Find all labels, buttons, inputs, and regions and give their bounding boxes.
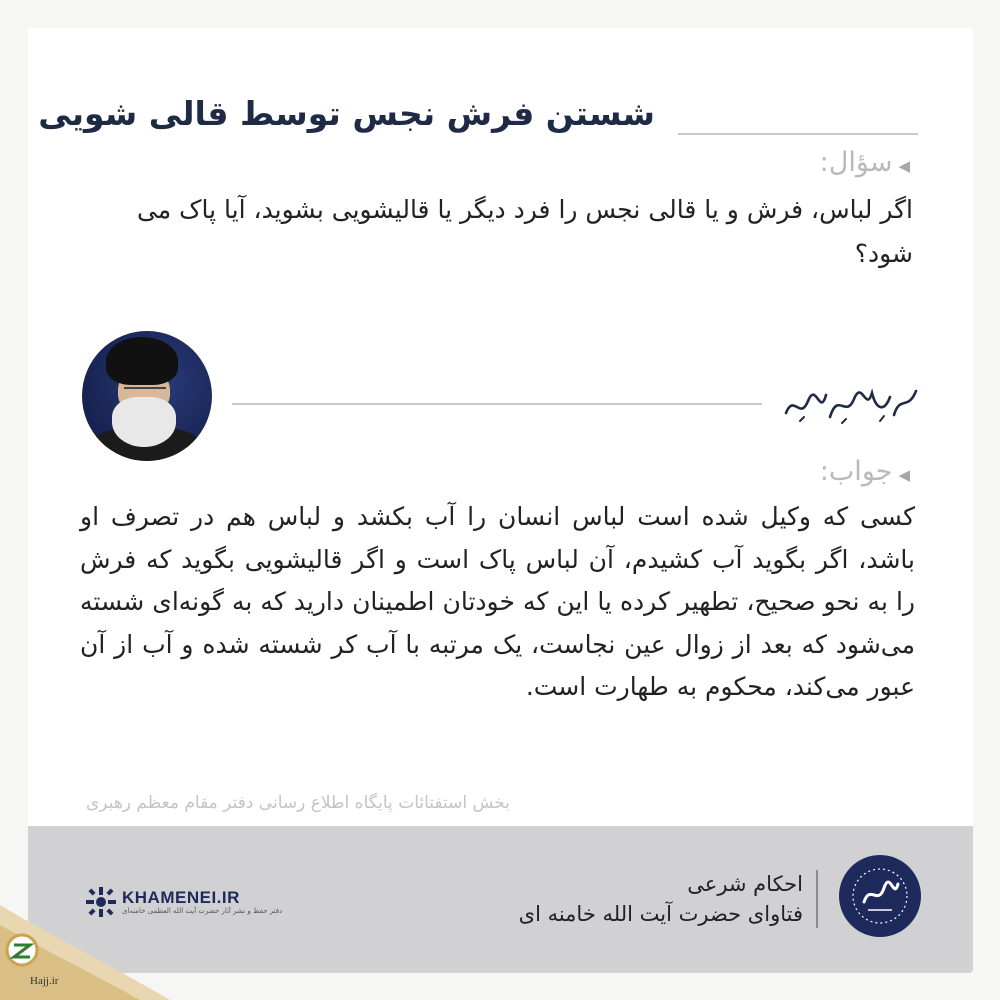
page-title: شستن فرش نجس توسط قالی شویی: [38, 94, 655, 133]
answer-label: [820, 456, 910, 487]
title-divider: [678, 133, 918, 135]
triangle-left-icon: ◀: [898, 466, 910, 484]
answer-label-text: جواب:: [819, 456, 893, 487]
source-credit: بخش استفتائات پایگاه اطلاع رسانی دفتر مقام معظم رهبری: [86, 793, 510, 813]
avatar: [82, 331, 212, 461]
watermark-text: Hajj.ir: [30, 975, 59, 987]
footer-separator: [816, 870, 818, 928]
question-label: [820, 147, 910, 178]
answer-text: کسی که وکیل شده است لباس انسان را آب بکشد و لباس هم در تصرف او باشد، اگر بگوید آب کشیدم، آن لباس پاک است و اگر قالیشویی بگوید که فرش را به نحو صحیح، تطهیر کرده یا این که خودتان اطمینان دارید که به گونه‌ای شسته می‌شود که بعد از زوال عین نجاست، یک مرتبه با آب کر شسته شده و آب از آن عبور می‌کند، محکوم به طهارت است.: [80, 502, 915, 701]
question-text: اگر لباس، فرش و یا قالی نجس را فرد دیگر یا قالیشویی بشوید، آیا پاک می شود؟: [136, 195, 913, 268]
triangle-left-icon: ◀: [898, 157, 910, 175]
corner-decoration: [0, 905, 170, 1000]
emblem-logo-icon: [839, 855, 921, 937]
fatwa-card: [28, 28, 973, 973]
khamenei-logo-name: KHAMENEI.IR: [122, 888, 240, 907]
title-row: [28, 86, 973, 156]
footer-line1: احکام شرعی: [687, 872, 803, 896]
bismillah-calligraphy-icon: [780, 383, 920, 425]
footer-line2: فتاوای حضرت آیت الله خامنه ای: [518, 902, 803, 926]
section-divider: [232, 403, 762, 405]
question-label-text: سؤال:: [819, 147, 893, 178]
khamenei-logo-subtitle: دفتر حفظ و نشر آثار حضرت آیت الله العظمی خامنه‌ای: [122, 907, 283, 915]
